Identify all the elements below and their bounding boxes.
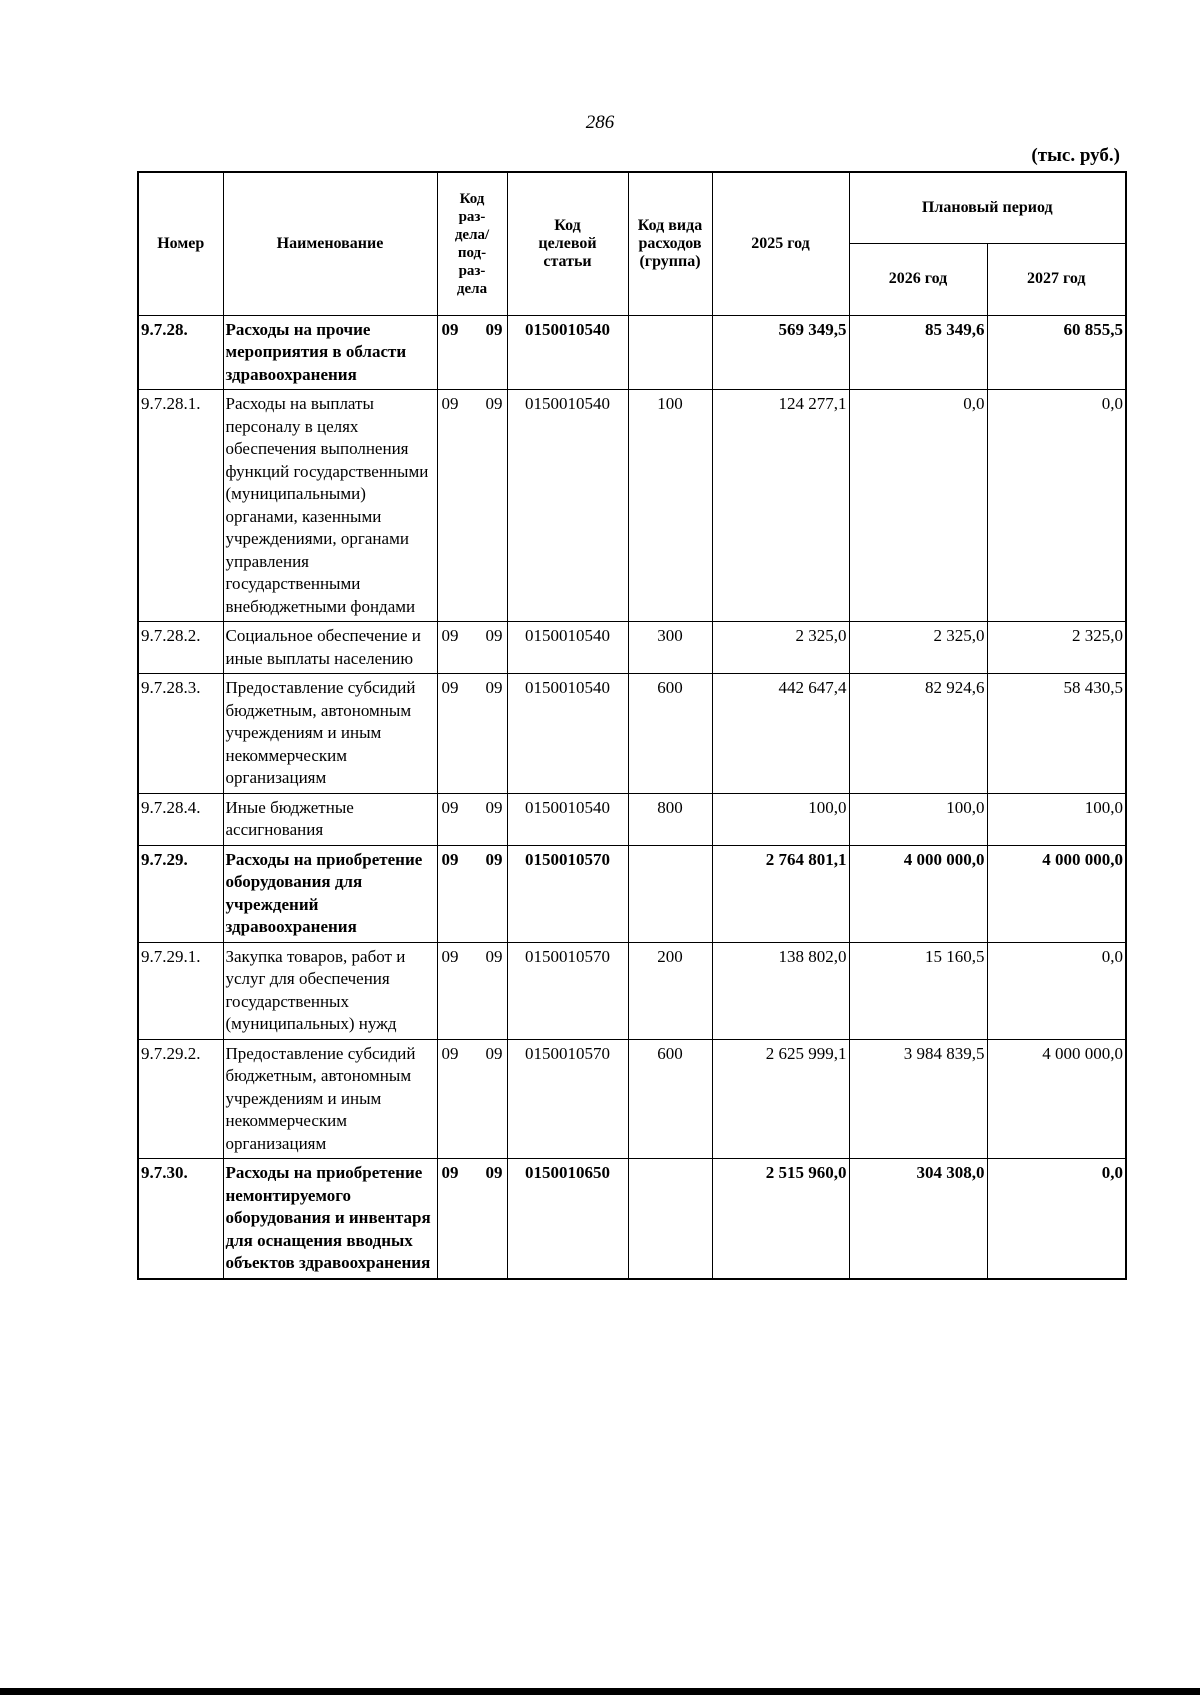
row-expense-type xyxy=(628,1159,712,1279)
table-row xyxy=(138,315,1126,390)
row-target-code: 0150010650 xyxy=(507,1159,628,1279)
row-2026: 82 924,6 xyxy=(849,674,987,794)
row-2025: 442 647,4 xyxy=(712,674,849,794)
row-name: Расходы на выплаты персоналу в целях обеспечения выполнения функций государственными (муниципальными) органами, казенными учреждениями, органами управления государственными внебюджетными фондами xyxy=(223,390,437,622)
row-razdel-code: 09 xyxy=(441,797,459,817)
row-number: 9.7.28.1. xyxy=(138,390,223,622)
row-name: Расходы на приобретение оборудования для учреждений здравоохранения xyxy=(223,845,437,942)
row-2025: 2 515 960,0 xyxy=(712,1159,849,1279)
row-number: 9.7.28.2. xyxy=(138,622,223,674)
row-2027: 0,0 xyxy=(987,1159,1126,1279)
header-name: Наименование xyxy=(223,172,437,315)
row-2026: 15 160,5 xyxy=(849,942,987,1039)
row-2027: 100,0 xyxy=(987,793,1126,845)
row-2027: 60 855,5 xyxy=(987,315,1126,390)
header-target-line: статьи xyxy=(543,252,592,270)
row-podrazdel-code: 09 xyxy=(485,946,503,966)
table-row xyxy=(138,845,1126,942)
row-name: Иные бюджетные ассигнования xyxy=(223,793,437,845)
row-razdel xyxy=(437,793,507,845)
row-razdel xyxy=(437,942,507,1039)
row-2027: 4 000 000,0 xyxy=(987,1039,1126,1159)
row-number: 9.7.29.1. xyxy=(138,942,223,1039)
row-number: 9.7.28. xyxy=(138,315,223,390)
row-podrazdel-code: 09 xyxy=(485,797,503,817)
row-razdel xyxy=(437,1039,507,1159)
row-expense-type: 600 xyxy=(628,1039,712,1159)
row-2025: 124 277,1 xyxy=(712,390,849,622)
row-name: Социальное обеспечение и иные выплаты населению xyxy=(223,622,437,674)
header-expense-type-line: (группа) xyxy=(639,252,701,270)
header-expense-type xyxy=(628,172,712,315)
row-target-code: 0150010570 xyxy=(507,845,628,942)
row-razdel-code: 09 xyxy=(441,394,459,413)
table-row xyxy=(138,622,1126,674)
row-podrazdel-code: 09 xyxy=(485,1163,503,1182)
header-razdel-line: дела xyxy=(456,280,488,297)
header-razdel-line: под- xyxy=(457,244,487,261)
row-razdel xyxy=(437,1159,507,1279)
row-razdel xyxy=(437,622,507,674)
row-number: 9.7.29. xyxy=(138,845,223,942)
row-podrazdel-code: 09 xyxy=(485,678,503,697)
row-2025: 100,0 xyxy=(712,793,849,845)
row-razdel xyxy=(437,315,507,390)
budget-table xyxy=(137,171,1127,1280)
row-2025: 569 349,5 xyxy=(712,315,849,390)
row-target-code: 0150010570 xyxy=(507,942,628,1039)
table-row xyxy=(138,390,1126,622)
row-expense-type: 300 xyxy=(628,622,712,674)
row-razdel xyxy=(437,390,507,622)
header-target-line: Код xyxy=(554,216,581,234)
header-razdel-line: дела/ xyxy=(454,226,490,243)
header-razdel xyxy=(437,172,507,315)
table-row xyxy=(138,1039,1126,1159)
table-row xyxy=(138,942,1126,1039)
row-2025: 138 802,0 xyxy=(712,942,849,1039)
row-name: Предоставление субсидий бюджетным, автономным учреждениям и иным некоммерческим организациям xyxy=(223,1039,437,1159)
header-number: Номер xyxy=(138,172,223,315)
row-number: 9.7.30. xyxy=(138,1159,223,1279)
scan-edge xyxy=(0,1688,1200,1695)
row-razdel xyxy=(437,845,507,942)
row-target-code: 0150010540 xyxy=(507,390,628,622)
row-razdel-code: 09 xyxy=(441,319,459,339)
row-2026: 2 325,0 xyxy=(849,622,987,674)
row-2027: 0,0 xyxy=(987,390,1126,622)
row-2026: 3 984 839,5 xyxy=(849,1039,987,1159)
row-podrazdel-code: 09 xyxy=(485,319,503,339)
row-2025: 2 625 999,1 xyxy=(712,1039,849,1159)
row-expense-type xyxy=(628,315,712,390)
row-2025: 2 325,0 xyxy=(712,622,849,674)
row-expense-type: 800 xyxy=(628,793,712,845)
header-2027: 2027 год xyxy=(987,243,1126,315)
row-2027: 58 430,5 xyxy=(987,674,1126,794)
row-number: 9.7.28.4. xyxy=(138,793,223,845)
row-2027: 2 325,0 xyxy=(987,622,1126,674)
row-2026: 85 349,6 xyxy=(849,315,987,390)
row-target-code: 0150010540 xyxy=(507,622,628,674)
row-name: Расходы на прочие мероприятия в области здравоохранения xyxy=(223,315,437,390)
row-2025: 2 764 801,1 xyxy=(712,845,849,942)
header-planned-period: Плановый период xyxy=(849,172,1126,243)
row-name: Закупка товаров, работ и услуг для обеспечения государственных (муниципальных) нужд xyxy=(223,942,437,1039)
row-podrazdel-code: 09 xyxy=(485,626,503,645)
row-podrazdel-code: 09 xyxy=(485,394,503,413)
header-target-line: целевой xyxy=(538,234,597,252)
row-2026: 4 000 000,0 xyxy=(849,845,987,942)
row-2026: 100,0 xyxy=(849,793,987,845)
row-2026: 304 308,0 xyxy=(849,1159,987,1279)
row-podrazdel-code: 09 xyxy=(485,1043,503,1063)
header-razdel-line: раз- xyxy=(458,262,486,279)
row-razdel-code: 09 xyxy=(441,1163,459,1182)
page-number: 286 xyxy=(585,112,615,133)
header-razdel-line: Код xyxy=(459,190,485,207)
row-razdel-code: 09 xyxy=(441,678,459,697)
row-target-code: 0150010540 xyxy=(507,674,628,794)
header-expense-type-line: Код вида xyxy=(637,216,703,234)
row-number: 9.7.29.2. xyxy=(138,1039,223,1159)
row-target-code: 0150010540 xyxy=(507,793,628,845)
header-target xyxy=(507,172,628,315)
row-expense-type: 600 xyxy=(628,674,712,794)
row-expense-type: 200 xyxy=(628,942,712,1039)
header-expense-type-line: расходов xyxy=(638,234,702,252)
row-2027: 4 000 000,0 xyxy=(987,845,1126,942)
row-razdel-code: 09 xyxy=(441,1043,459,1063)
row-razdel-code: 09 xyxy=(441,849,459,869)
table-row xyxy=(138,1159,1126,1279)
header-2026: 2026 год xyxy=(849,243,987,315)
header-2025: 2025 год xyxy=(712,172,849,315)
row-podrazdel-code: 09 xyxy=(485,849,503,869)
row-name: Предоставление субсидий бюджетным, автономным учреждениям и иным некоммерческим организациям xyxy=(223,674,437,794)
row-name: Расходы на приобретение немонтируемого оборудования и инвентаря для оснащения вводных объектов здравоохранения xyxy=(223,1159,437,1279)
row-razdel-code: 09 xyxy=(441,946,459,966)
row-expense-type xyxy=(628,845,712,942)
table-body xyxy=(138,315,1126,1279)
table-row xyxy=(138,793,1126,845)
row-target-code: 0150010540 xyxy=(507,315,628,390)
row-2027: 0,0 xyxy=(987,942,1126,1039)
row-number: 9.7.28.3. xyxy=(138,674,223,794)
row-expense-type: 100 xyxy=(628,390,712,622)
table-row xyxy=(138,674,1126,794)
row-2026: 0,0 xyxy=(849,390,987,622)
row-razdel xyxy=(437,674,507,794)
row-target-code: 0150010570 xyxy=(507,1039,628,1159)
row-razdel-code: 09 xyxy=(441,626,459,645)
table-header xyxy=(138,172,1126,315)
header-razdel-line: раз- xyxy=(458,208,486,225)
units-label: (тыс. руб.) xyxy=(1031,145,1120,166)
